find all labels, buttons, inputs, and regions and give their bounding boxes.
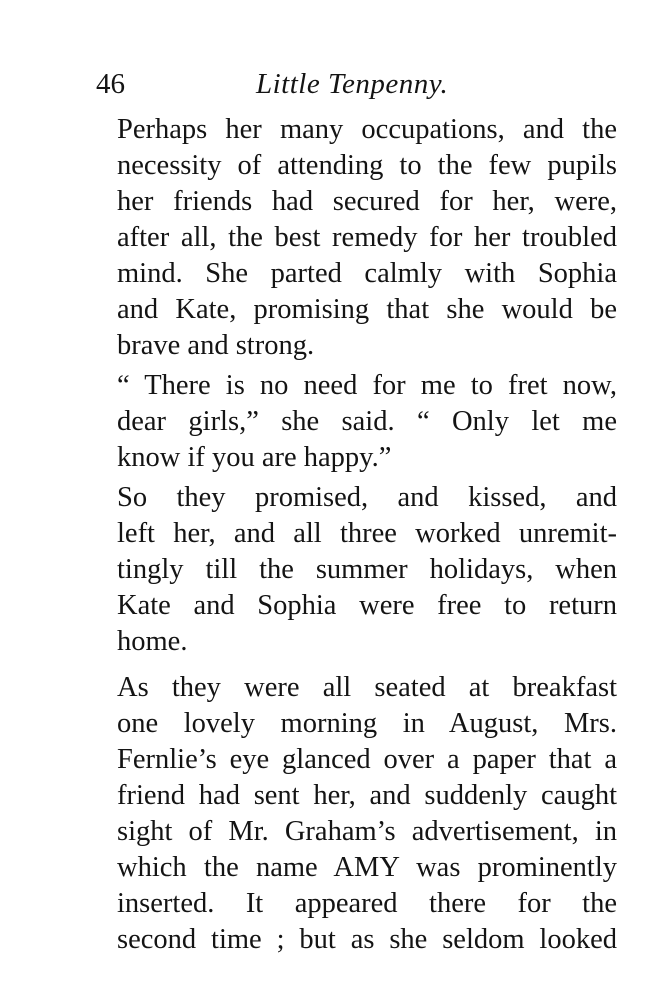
text-line: mind. She parted calmly with Sophia (117, 258, 617, 289)
text-line: left her, and all three worked unremit- (117, 518, 617, 549)
text-line: and Kate, promising that she would be (117, 294, 617, 325)
text-line: inserted. It appeared there for the (117, 888, 617, 919)
text-line: after all, the best remedy for her troubled (117, 222, 617, 253)
text-line: friend had sent her, and suddenly caught (117, 780, 617, 811)
text-line: Perhaps her many occupations, and the (117, 114, 617, 145)
text-line: Kate and Sophia were free to return (117, 590, 617, 621)
text-line: necessity of attending to the few pupils (117, 150, 617, 181)
text-line: “ There is no need for me to fret now, (117, 370, 617, 401)
book-title: Little Tenpenny. (256, 68, 449, 100)
text-line: sight of Mr. Graham’s advertisement, in (117, 816, 617, 847)
paragraph (117, 480, 617, 660)
text-line: As they were all seated at breakfast (117, 672, 617, 703)
paragraph (117, 112, 617, 364)
text-line: which the name AMY was prominently (117, 852, 617, 883)
text-line: Fernlie’s eye glanced over a paper that a (117, 744, 617, 775)
text-line: know if you are happy.” (117, 442, 392, 473)
text-line: her friends had secured for her, were, (117, 186, 617, 217)
text-line: dear girls,” she said. “ Only let me (117, 406, 617, 437)
running-head (96, 64, 616, 104)
body-text (117, 112, 617, 958)
paragraph (117, 670, 617, 958)
text-line: So they promised, and kissed, and (117, 482, 617, 513)
text-line: home. (117, 626, 188, 657)
text-line: brave and strong. (117, 330, 315, 361)
paragraph (117, 368, 617, 476)
text-line: one lovely morning in August, Mrs. (117, 708, 617, 739)
text-line: second time ; but as she seldom looked (117, 924, 617, 955)
text-line: tingly till the summer holidays, when (117, 554, 617, 585)
page-number: 46 (96, 68, 125, 100)
